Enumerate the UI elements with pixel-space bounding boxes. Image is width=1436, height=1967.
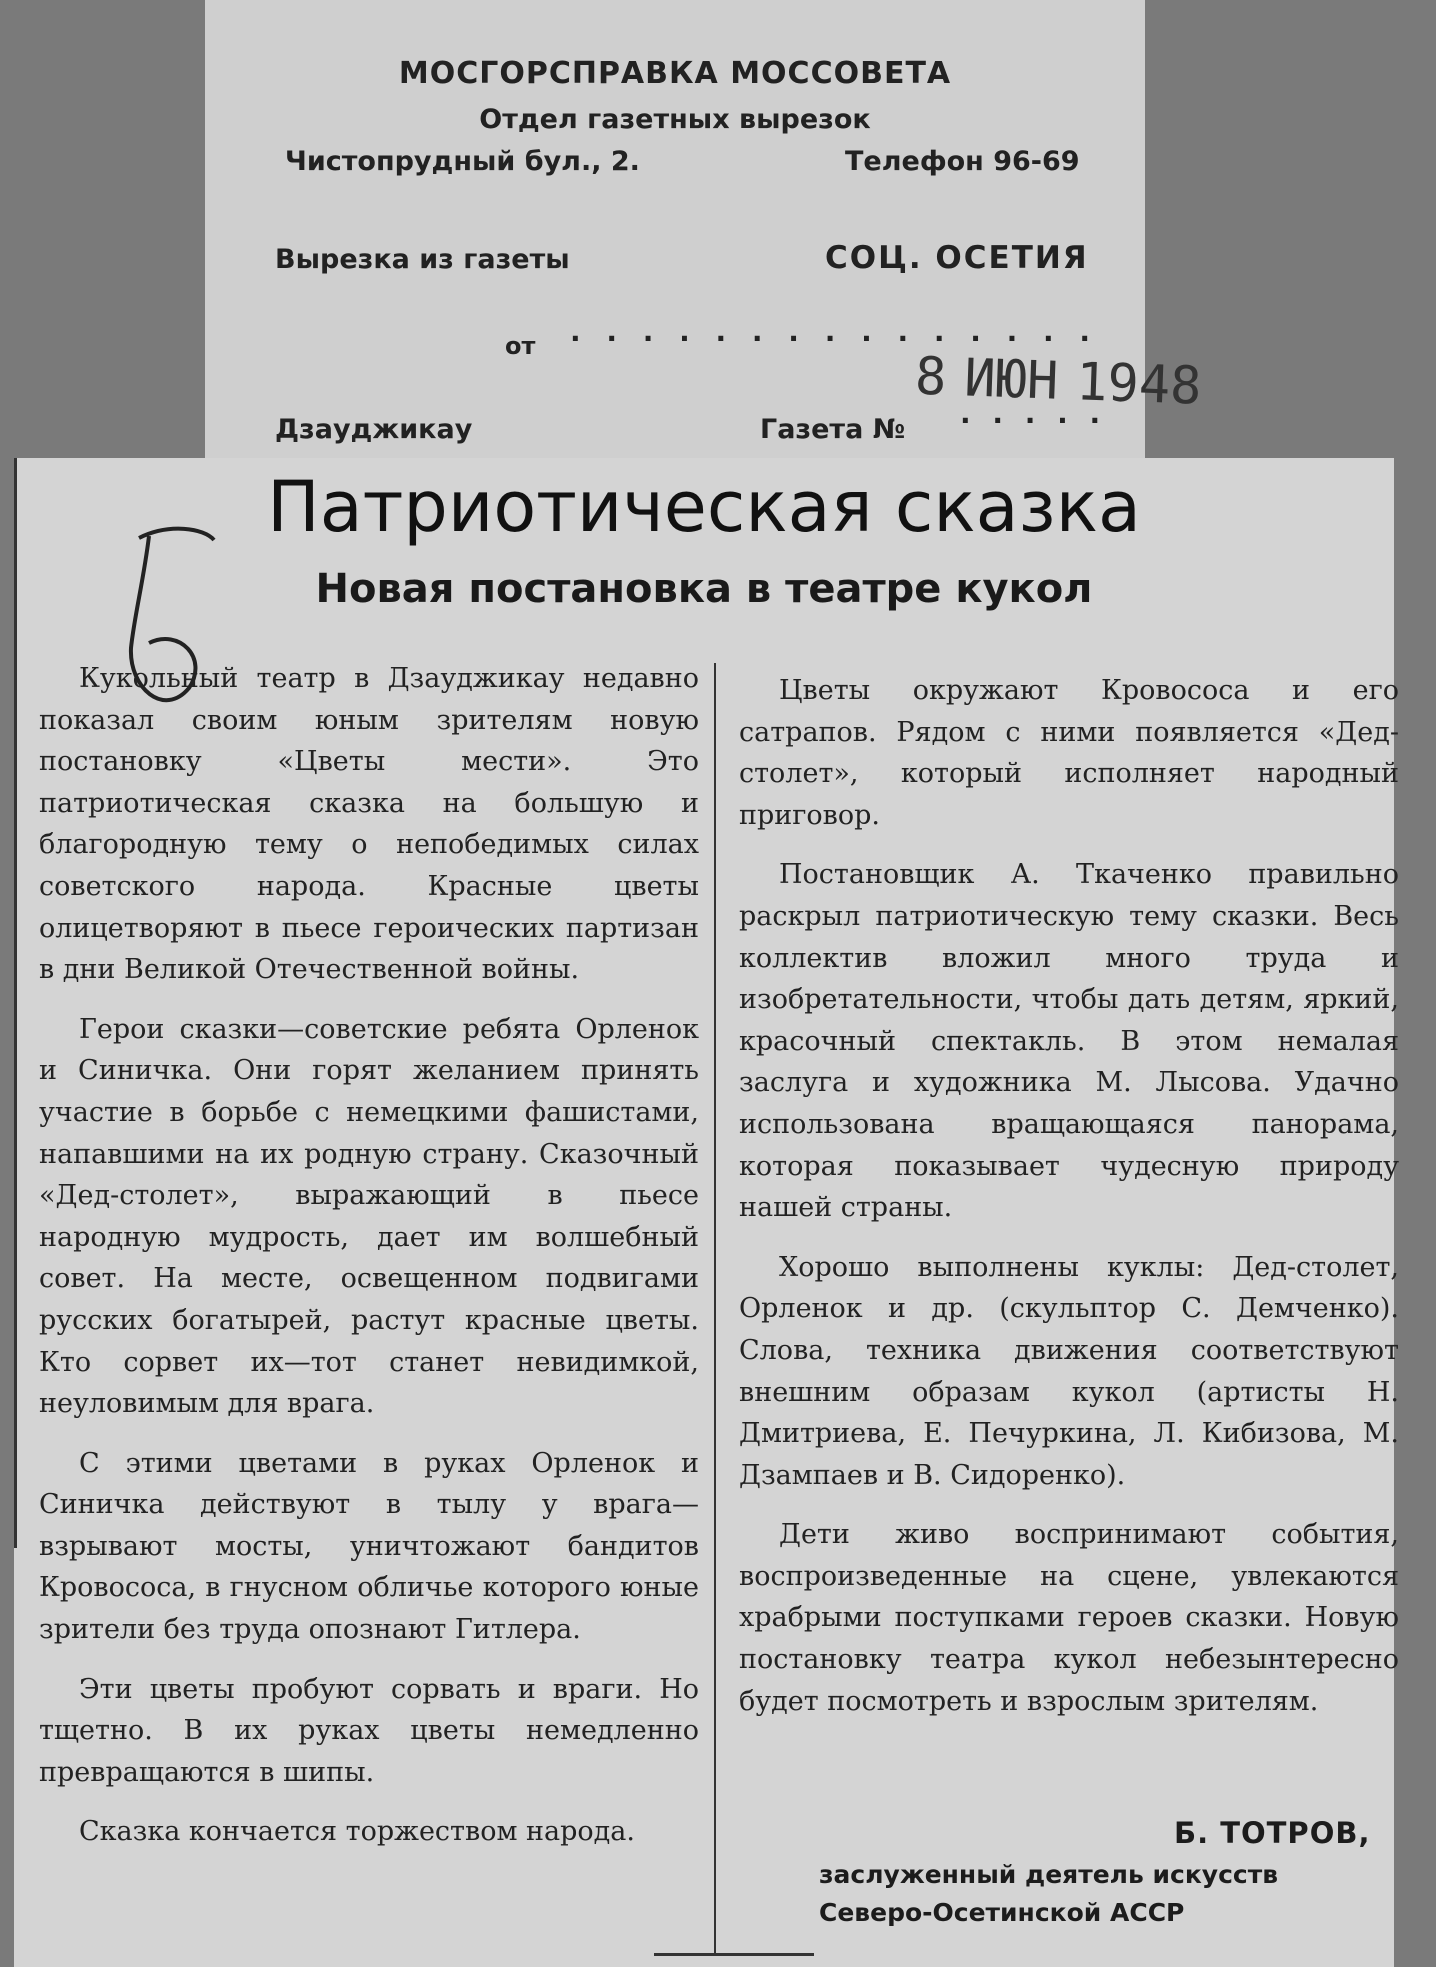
phone: Телефон 96-69 — [845, 146, 1080, 177]
paragraph: Хорошо выполнены куклы: Дед-столет, Орленок и др. (скульптор С. Демченко). Слова, техника движения соответствуют внешним образам кукол (артисты Н. Дмитриева, Е. Печуркина, Л. Кибизова, М. Дзампаев и В. Сидоренко). — [739, 1251, 1399, 1491]
author-title: заслуженный деятель искусств — [819, 1860, 1279, 1889]
date-dots: · · · · · · · · · · · · · · · — [570, 322, 1099, 355]
stamp-year: 1948 — [1075, 352, 1203, 417]
date-stamp — [914, 347, 1220, 418]
stamp-month: ИЮН — [963, 348, 1060, 412]
paragraph: Кукольный театр в Дзауджикау недавно показал своим юным зрителям новую постановку «Цветы мести». Это патриотическая сказка на большую и благородную тему о непобедимых силах советского народа. Красные цветы олицетворяют в пьесе героических партизан в дни Великой Отечественной войны. — [39, 663, 699, 986]
paragraph: Постановщик А. Ткаченко правильно раскрыл патриотическую тему сказки. Весь коллектив вложил много труда и изобретательности, чтобы дать детям, яркий, красочный спектакль. В этом немалая заслуга и художника М. Лысова. Удачно использована вращающаяся панорама, которая показывает чудесную природу нашей страны. — [739, 859, 1399, 1224]
paragraph: Сказка кончается торжеством народа. — [79, 1816, 635, 1848]
article-column-left — [39, 658, 699, 1871]
paragraph: Цветы окружают Кровососа и его сатрапов. Рядом с ними появляется «Дед-столет», который исполняет народный приговор. — [739, 675, 1399, 831]
author-organization: Северо-Осетинской АССР — [819, 1898, 1185, 1927]
paragraph: С этими цветами в руках Орленок и Синичка действуют в тылу у врага—взрывают мосты, уничтожают бандитов Кровососа, в гнусном обличье которого юные зрители без труда опознают Гитлера. — [39, 1447, 699, 1646]
paragraph: Эти цветы пробуют сорвать и враги. Но тщетно. В их руках цветы немедленно превращаются в шипы. — [39, 1673, 699, 1788]
clipping-edge — [14, 458, 17, 1548]
address: Чистопрудный бул., 2. — [285, 146, 640, 177]
paper-number-dots: · · · · · — [960, 404, 1107, 437]
org-name: МОСГОРСПРАВКА МОССОВЕТА — [398, 56, 952, 91]
article-subtitle: Новая постановка в театре кукол — [315, 566, 1093, 612]
paragraph: Дети живо воспринимают события, воспроизведенные на сцене, увлекаются храбрыми поступками героев сказки. Новую постановку театра кукол небезынтересно будет посмотреть и взрослым зрителям. — [739, 1519, 1399, 1717]
column-divider — [714, 663, 716, 1953]
clipping-service-form — [205, 0, 1203, 470]
cut-from-label: Вырезка из газеты — [275, 244, 570, 275]
article-title: Патриотическая сказка — [267, 466, 1141, 548]
newspaper-name: СОЦ. ОСЕТИЯ — [825, 240, 1089, 276]
author-name: Б. ТОТРОВ, — [1174, 1816, 1371, 1850]
article-column-right — [739, 670, 1399, 1740]
from-label: от — [505, 332, 536, 360]
bottom-divider — [654, 1953, 814, 1956]
paragraph: Герои сказки—советские ребята Орленок и Синичка. Они горят желанием принять участие в борьбе с немецкими фашистами, напавшими на их родную страну. Сказочный «Дед-столет», выражающий в пьесе народную мудрость, дает им волшебный совет. На месте, освещенном подвигами русских богатырей, растут красные цветы. Кто сорвет их—тот станет невидимкой, неуловимым для врага. — [39, 1013, 699, 1420]
paper-number-label: Газета № — [760, 414, 906, 445]
newspaper-clipping — [14, 458, 1399, 1967]
stamp-day: 8 — [914, 346, 948, 408]
department-name: Отдел газетных вырезок — [479, 104, 871, 135]
city-name: Дзауджикау — [275, 414, 473, 445]
